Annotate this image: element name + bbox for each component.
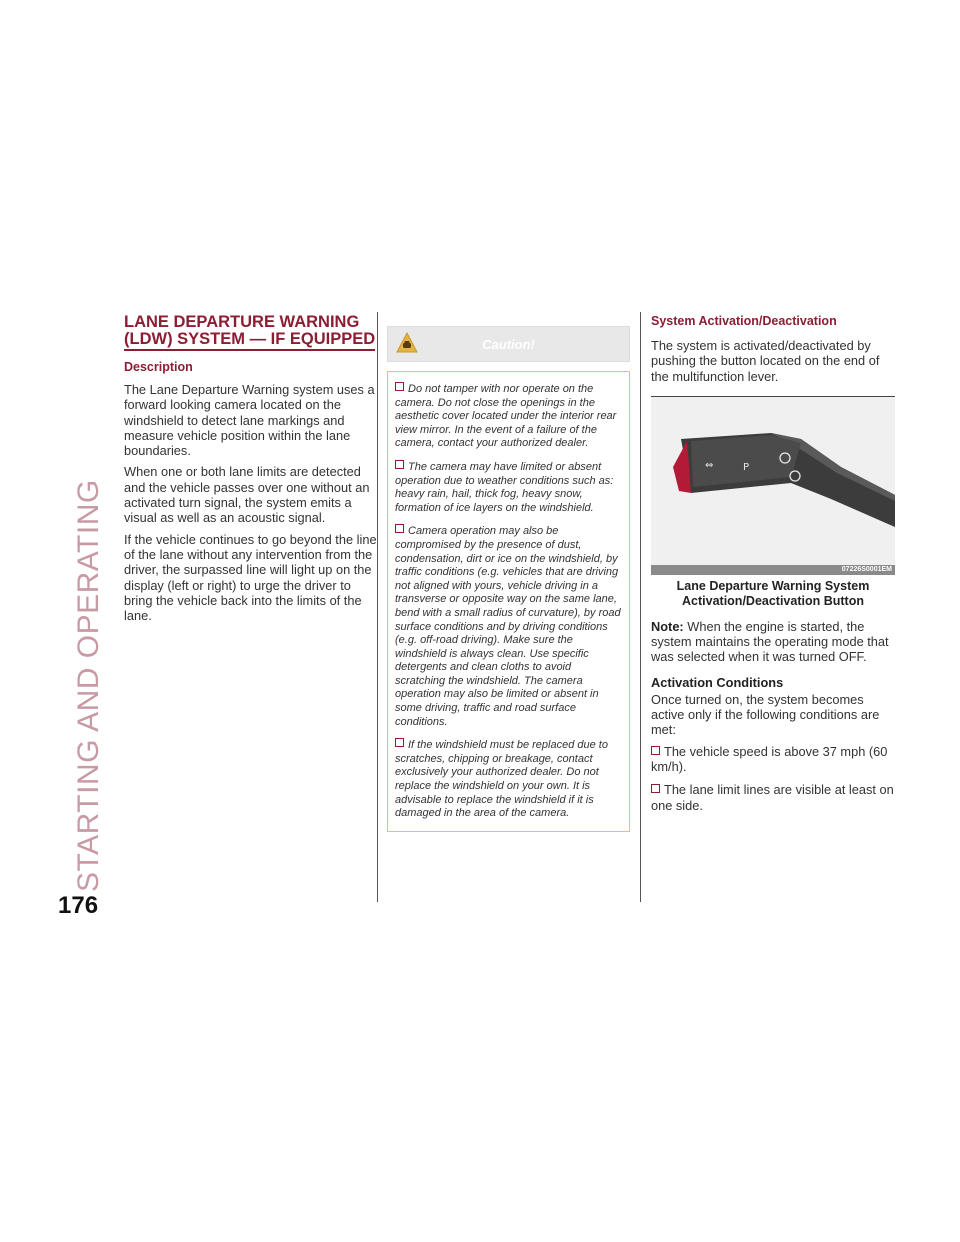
section-title: LANE DEPARTURE WARNING (LDW) SYSTEM — IF EQUIPPED <box>124 314 375 351</box>
caution-item: The camera may have limited or absent operation due to weather conditions such as: heavy rain, hail, thick fog, heavy snow, formation of ice layers on the windshield. <box>395 460 614 514</box>
page-number: 176 <box>58 892 99 919</box>
conditions-intro: Once turned on, the system becomes active only if the following conditions are met: <box>651 691 880 738</box>
caution-header <box>387 326 630 362</box>
checkbox-bullet-icon <box>395 738 404 747</box>
figure <box>651 396 895 575</box>
condition-item: The vehicle speed is above 37 mph (60 km/h). <box>651 743 888 774</box>
caution-title: Caution! <box>482 337 535 352</box>
description-paragraph-3: If the vehicle continues to go beyond the line of the lane without any intervention from the driver, the surpassed line will light up on the display (left or right) to urge the driver to bring the vehicle back into the limits of the lane. <box>124 531 377 624</box>
description-paragraph-2: When one or both lane limits are detected and the vehicle passes over one without an activated turn signal, the system emits a visual as well as an acoustic signal. <box>124 464 370 526</box>
multifunction-lever-image <box>651 397 895 565</box>
checkbox-bullet-icon <box>395 524 404 533</box>
note: Note: When the engine is started, the system maintains the operating mode that was selected when it was turned OFF. <box>651 618 889 665</box>
checkbox-bullet-icon <box>651 784 660 793</box>
figure-caption: Lane Departure Warning System Activation/Deactivation Button <box>676 578 870 608</box>
caution-item: Do not tamper with nor operate on the camera. Do not close the openings in the aesthetic cover located under the interior rear view mirror. In the event of a failure of the camera, contact your authorized dealer. <box>395 383 617 450</box>
side-tab <box>58 310 108 910</box>
checkbox-bullet-icon <box>651 746 660 755</box>
side-tab-label: STARTING AND OPERATING <box>72 479 105 892</box>
condition-item: The lane limit lines are visible at least on one side. <box>651 782 894 813</box>
figure-code: 07226S0001EM <box>651 565 895 575</box>
checkbox-bullet-icon <box>395 382 404 391</box>
column-caution <box>387 326 630 832</box>
column-activation <box>651 314 895 821</box>
svg-text:⇔: ⇔ <box>705 459 714 471</box>
column-description <box>124 314 378 629</box>
svg-text:P: P <box>743 461 750 473</box>
description-heading: Description <box>124 360 193 374</box>
activation-paragraph: The system is activated/deactivated by pushing the button located on the end of the multifunction lever. <box>651 338 880 384</box>
conditions-heading: Activation Conditions <box>651 674 784 690</box>
caution-item: If the windshield must be replaced due to scratches, chipping or breakage, contact exclusively your authorized dealer. Do not replace the windshield on your own. It is advisable to replace the windshield if it is damaged in the area of the camera. <box>395 739 608 820</box>
caution-item: Camera operation may also be compromised by the presence of dust, condensation, dirt or ice on the windshield, by traffic conditions (e.g. vehicles that are driving not aligned with yours, vehicle driving in a transverse or opposite way on the same lane, bend with a small radius of curvature), by road surface conditions and by driving conditions (e.g. off-road driving). Make sure the windshield is always clean. Use specific detergents and clean cloths to avoid scratching the windshield. The camera operation may also be limited or absent in some driving, traffic and road surface conditions. <box>395 525 621 728</box>
description-paragraph-1: The Lane Departure Warning system uses a forward looking camera located on the windshield to detect lane markings and measure vehicle position within the lane boundaries. <box>124 382 375 459</box>
caution-box <box>387 371 630 832</box>
activation-heading: System Activation/Deactivation <box>651 314 837 328</box>
column-divider-2 <box>640 312 641 902</box>
note-label: Note: <box>651 618 684 634</box>
checkbox-bullet-icon <box>395 460 404 469</box>
